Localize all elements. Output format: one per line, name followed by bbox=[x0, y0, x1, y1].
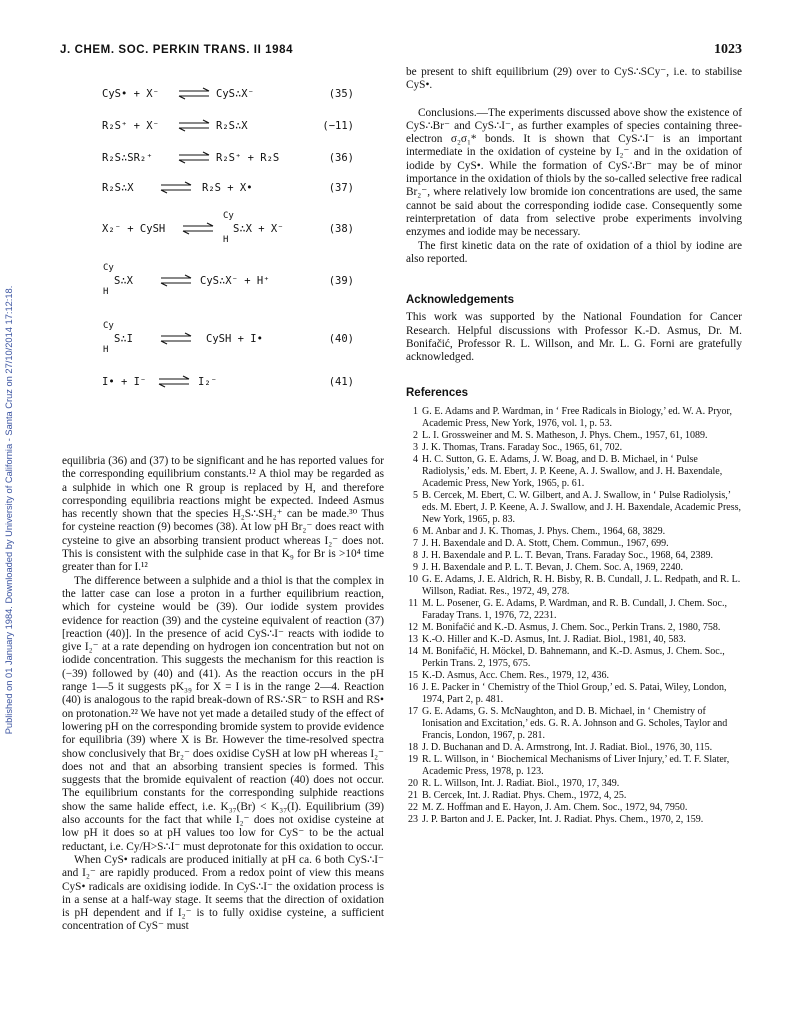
reference-number: 19 bbox=[408, 753, 418, 765]
reference-text: G. E. Adams, G. S. McNaughton, and D. B. Michael, in ‘ Chemistry of Ionisation and Excitation,’ eds. G. R. A. Johnson and G. Scholes, Taylor and Francis, London, 1967, p. 281. bbox=[422, 705, 728, 741]
reference-number: 5 bbox=[413, 489, 418, 501]
equilibrium-arrow-icon bbox=[160, 332, 192, 345]
reference-text: G. E. Adams, J. E. Aldrich, R. H. Bisby, R. B. Cundall, J. L. Redpath, and R. L. Willson, Radiat. Res., 1972, 49, 278. bbox=[422, 573, 741, 597]
equation-rhs: S∴X + X⁻ bbox=[233, 223, 284, 235]
equilibrium-arrow-icon bbox=[178, 119, 210, 132]
reference-number: 18 bbox=[408, 741, 418, 753]
reference-text: M. Anbar and J. K. Thomas, J. Phys. Chem., 1964, 68, 3829. bbox=[422, 525, 666, 537]
equation-36 bbox=[102, 152, 354, 166]
reference-number: 14 bbox=[408, 645, 418, 657]
reference-number: 20 bbox=[408, 777, 418, 789]
reference-item bbox=[406, 646, 742, 670]
equation-41 bbox=[102, 376, 354, 390]
reference-number: 23 bbox=[408, 813, 418, 825]
equation-number: (36) bbox=[328, 152, 354, 164]
left-column bbox=[62, 455, 384, 934]
download-watermark-text: Published on 01 January 1984. Downloaded by University of California - Santa Cruz on 27/10/2014 17:12:18. bbox=[4, 285, 14, 735]
equation-rhs: R₂S∴X bbox=[216, 120, 248, 132]
structure-label-h: H bbox=[103, 287, 109, 297]
reference-number: 11 bbox=[408, 597, 418, 609]
references-heading: References bbox=[406, 386, 469, 399]
equation-39 bbox=[102, 263, 354, 297]
reference-item bbox=[406, 406, 742, 430]
body-paragraph: equilibria (36) and (37) to be significant and he has reported values for the corresponding equilibrium constants.¹² A thiol may be regarded as a sulphide in which one R group is replaced by H, and therefore corresponding equilibria reactions might be expected. Indeed Asmus has recently shown that the species H₂S∴SH₂⁺ can be made.³⁰ Thus for cysteine reaction (9) becomes (38). At low pH Br₂⁻ does react with cysteine to give an absorbing transient product whereas I₂⁻ does not. This is consistent with the sulphide case in that K₉ for Br is >10⁴ time greater than for I.¹² bbox=[62, 455, 384, 574]
equilibrium-arrow-icon bbox=[158, 375, 190, 388]
reference-text: R. L. Willson, Int. J. Radiat. Biol., 1970, 17, 349. bbox=[422, 777, 620, 789]
reference-text: H. C. Sutton, G. E. Adams, J. W. Boag, and D. B. Michael, in ‘ Pulse Radiolysis,’ eds. M. Ebert, J. P. Keene, A. J. Swallow, and J. H. Baxendale, Academic Press, New York, 1965, p. 61. bbox=[422, 453, 723, 489]
reference-item bbox=[406, 706, 742, 742]
reference-number: 16 bbox=[408, 681, 418, 693]
reference-text: J. D. Buchanan and D. A. Armstrong, Int. J. Radiat. Biol., 1976, 30, 115. bbox=[422, 741, 713, 753]
equation-number: (37) bbox=[328, 182, 354, 194]
equation-lhs: R₂S∴SR₂⁺ bbox=[102, 152, 153, 164]
structure-label-cy: Cy bbox=[103, 263, 114, 273]
conclusions-paragraph: Conclusions.—The experiments discussed above show the existence of CyS∴Br⁻ and CyS∴I⁻, as further examples of species containing three-electron σ₂σ₁* bonds. It is shown that CyS∴I⁻ is an important intermediate in the oxidation of cysteine by I₂⁻ and in the oxidation of iodide by CyS•. While the formation of CyS∴Br⁻ may be of minor importance in the oxidation of thiols by the so-called selective free radical Br₂⁻, where relatively low bromide ion concentrations are used, the same cannot be said about the corresponding iodide case. Consequently some reinterpretation of data from selective probe experiments involving enzymes and iodide may be necessary. bbox=[406, 106, 742, 239]
reference-number: 6 bbox=[413, 525, 418, 537]
equation-37 bbox=[102, 182, 354, 196]
equation-number: (40) bbox=[328, 333, 354, 345]
equation-rhs: I₂⁻ bbox=[198, 376, 217, 388]
running-header-journal: J. CHEM. SOC. PERKIN TRANS. II 1984 bbox=[60, 44, 294, 56]
reference-number: 13 bbox=[408, 633, 418, 645]
reference-item bbox=[406, 562, 742, 574]
acknowledgements-text: This work was supported by the National Foundation for Cancer Research. Helpful discussions with Professor K.-D. Asmus, Dr. M. Bonifačić, Professor R. L. Willson, and Mr. L. G. Forni are gratefully acknowledged. bbox=[406, 311, 742, 364]
reference-item bbox=[406, 622, 742, 634]
reference-text: J. H. Baxendale and P. L. T. Bevan, Trans. Faraday Soc., 1968, 64, 2389. bbox=[422, 549, 713, 561]
reference-item bbox=[406, 802, 742, 814]
reference-number: 2 bbox=[413, 429, 418, 441]
reference-text: L. I. Grossweiner and M. S. Matheson, J. Phys. Chem., 1957, 61, 1089. bbox=[422, 429, 708, 441]
equation-number: (38) bbox=[328, 223, 354, 235]
reference-item bbox=[406, 490, 742, 526]
reference-number: 4 bbox=[413, 453, 418, 465]
equation-number: (41) bbox=[328, 376, 354, 388]
reference-text: J. E. Packer in ‘ Chemistry of the Thiol Group,’ ed. S. Patai, Wiley, London, 1974, Part 2, p. 481. bbox=[422, 681, 727, 705]
equation-lhs: S∴I bbox=[114, 333, 133, 345]
equation-number: (−11) bbox=[322, 120, 354, 132]
reference-item bbox=[406, 778, 742, 790]
equation-lhs: R₂S⁺ + X⁻ bbox=[102, 120, 159, 132]
equation-minus-11 bbox=[102, 120, 354, 134]
equation-lhs: CyS• + X⁻ bbox=[102, 88, 159, 100]
reference-text: B. Cercek, M. Ebert, C. W. Gilbert, and A. J. Swallow, in ‘ Pulse Radiolysis,’ eds. M. Ebert, J. P. Keene, A. J. Swallow, and J. H. Baxendale, Academic Press, New York, 1965, p. 83. bbox=[422, 489, 742, 525]
equilibrium-arrow-icon bbox=[178, 151, 210, 164]
equilibrium-arrow-icon bbox=[178, 87, 210, 100]
download-watermark bbox=[0, 0, 18, 1032]
reference-text: M. Bonifačić and K.-D. Asmus, J. Chem. Soc., Perkin Trans. 2, 1980, 758. bbox=[422, 621, 721, 633]
body-paragraph: The first kinetic data on the rate of oxidation of a thiol by iodine are also reported. bbox=[406, 239, 742, 265]
reference-number: 21 bbox=[408, 789, 418, 801]
right-column bbox=[406, 66, 742, 826]
equation-rhs: R₂S + X• bbox=[202, 182, 253, 194]
equation-40 bbox=[102, 321, 354, 355]
reference-text: B. Cercek, Int. J. Radiat. Phys. Chem., 1972, 4, 25. bbox=[422, 789, 627, 801]
reference-text: K.-O. Hiller and K.-D. Asmus, Int. J. Radiat. Biol., 1981, 40, 583. bbox=[422, 633, 686, 645]
equation-38 bbox=[102, 211, 354, 245]
equation-35 bbox=[102, 88, 354, 102]
reference-number: 22 bbox=[408, 801, 418, 813]
reference-text: G. E. Adams and P. Wardman, in ‘ Free Radicals in Biology,’ ed. W. A. Pryor, Academic Press, New York, 1976, vol. 1, p. 53. bbox=[422, 405, 732, 429]
equation-rhs: R₂S⁺ + R₂S bbox=[216, 152, 280, 164]
reference-number: 12 bbox=[408, 621, 418, 633]
reference-item bbox=[406, 814, 742, 826]
reference-number: 1 bbox=[413, 405, 418, 417]
equation-lhs: X₂⁻ + CySH bbox=[102, 223, 166, 235]
reference-item bbox=[406, 442, 742, 454]
reference-item bbox=[406, 670, 742, 682]
reference-item bbox=[406, 682, 742, 706]
structure-label-h: H bbox=[223, 235, 229, 245]
structure-label-cy: Cy bbox=[103, 321, 114, 331]
reference-text: J. K. Thomas, Trans. Faraday Soc., 1965, 61, 702. bbox=[422, 441, 623, 453]
reference-number: 15 bbox=[408, 669, 418, 681]
reference-text: K.-D. Asmus, Acc. Chem. Res., 1979, 12, 436. bbox=[422, 669, 609, 681]
equilibrium-arrow-icon bbox=[160, 274, 192, 287]
reference-item bbox=[406, 742, 742, 754]
reference-item bbox=[406, 526, 742, 538]
reference-item bbox=[406, 634, 742, 646]
reference-text: R. L. Willson, in ‘ Biochemical Mechanisms of Liver Injury,’ ed. T. F. Slater, Academic Press, 1978, p. 123. bbox=[422, 753, 730, 777]
equation-lhs: R₂S∴X bbox=[102, 182, 134, 194]
equation-lhs: S∴X bbox=[114, 275, 133, 287]
equation-rhs: CyS∴X⁻ bbox=[216, 88, 254, 100]
reference-list bbox=[406, 406, 742, 826]
reference-item bbox=[406, 430, 742, 442]
body-paragraph: When CyS• radicals are produced initially at pH ca. 6 both CyS∴I⁻ and I₂⁻ are rapidly produced. From a redox point of view this means CyS• radicals are oxidising iodide. In CyS∴I⁻ the oxidation process is in a sense at a half-way stage. It seems that the direction of oxidation is pH dependent and if I₂⁻ is to fully oxidise cysteine, a sufficient concentration of CyS⁻ must bbox=[62, 853, 384, 933]
body-paragraph: be present to shift equilibrium (29) over to CyS∴SCy⁻, i.e. to stabilise CyS•. bbox=[406, 66, 742, 92]
reference-item bbox=[406, 550, 742, 562]
equation-lhs: I• + I⁻ bbox=[102, 376, 147, 388]
reference-number: 9 bbox=[413, 561, 418, 573]
reference-number: 8 bbox=[413, 549, 418, 561]
reference-item bbox=[406, 454, 742, 490]
equation-rhs: CySH + I• bbox=[206, 333, 263, 345]
reference-text: J. H. Baxendale and P. L. T. Bevan, J. Chem. Soc. A, 1969, 2240. bbox=[422, 561, 683, 573]
reference-item bbox=[406, 598, 742, 622]
reference-text: M. Bonifačić, H. Möckel, D. Bahnemann, and K.-D. Asmus, J. Chem. Soc., Perkin Trans. 2, 1975, 675. bbox=[422, 645, 725, 669]
equilibrium-arrow-icon bbox=[182, 222, 214, 235]
reference-number: 17 bbox=[408, 705, 418, 717]
reference-item bbox=[406, 754, 742, 778]
equation-number: (39) bbox=[328, 275, 354, 287]
reference-text: J. P. Barton and J. E. Packer, Int. J. Radiat. Phys. Chem., 1970, 2, 159. bbox=[422, 813, 704, 825]
reference-item bbox=[406, 538, 742, 550]
reference-text: J. H. Baxendale and D. A. Stott, Chem. Commun., 1967, 699. bbox=[422, 537, 669, 549]
acknowledgements-heading: Acknowledgements bbox=[406, 294, 514, 307]
reference-item bbox=[406, 574, 742, 598]
reference-number: 3 bbox=[413, 441, 418, 453]
reference-text: M. L. Posener, G. E. Adams, P. Wardman, and R. B. Cundall, J. Chem. Soc., Faraday Trans. 1, 1976, 72, 2231. bbox=[422, 597, 727, 621]
structure-label-cy: Cy bbox=[223, 211, 234, 221]
page-number: 1023 bbox=[714, 42, 742, 57]
reference-item bbox=[406, 790, 742, 802]
body-paragraph: The difference between a sulphide and a thiol is that the complex in the latter case can lose a proton in a further equilibrium reaction, which for cysteine would be (39). Our iodide system provides evidence for reaction (39) and the cysteine equivalent of reaction (37) [reaction (40)]. In the presence of acid CyS∴I⁻ reacts with iodide to give I₂⁻ at a rate depending on hydrogen ion concentration but not on iodide concentration. This suggests the mechanism for this reaction is (−39) followed by (40) and (41). As the reaction occurs in the pH range 1—5 it suggests pK₃₉ for X = I is in the range 2—4. Reaction (40) is analogous to the rapid break-down of RS∴SR⁻ to RSH and RS• on protonation.²² We have not yet made a detailed study of the effect of lowering pH on the corresponding bromide system to provide evidence for equilibria (39) where X is Br. However the time-resolved spectra show conclusively that Br₂⁻ does oxidise CySH at low pH whereas I₂⁻ does not and that an absorbing transient species is formed. This suggests that the bromide equivalent of reaction (40) does not occur. The equilibrium constants for the corresponding sulphide reactions show the same halide effect, i.e. K₃₇(Br) < K₃₇(I). Equilibrium (39) also accounts for the fact that while I₂⁻ does not oxidise cysteine at low pH it does so at pH values too low for CyS⁻ to be the actual reductant, i.e. Cy/H>S∴I⁻ must deprotonate for this oxidation to occur. bbox=[62, 574, 384, 853]
equilibrium-arrow-icon bbox=[160, 181, 192, 194]
reference-number: 10 bbox=[408, 573, 418, 585]
reference-number: 7 bbox=[413, 537, 418, 549]
equation-rhs: CyS∴X⁻ + H⁺ bbox=[200, 275, 270, 287]
equation-number: (35) bbox=[328, 88, 354, 100]
reference-text: M. Z. Hoffman and E. Hayon, J. Am. Chem. Soc., 1972, 94, 7950. bbox=[422, 801, 688, 813]
structure-label-h: H bbox=[103, 345, 109, 355]
